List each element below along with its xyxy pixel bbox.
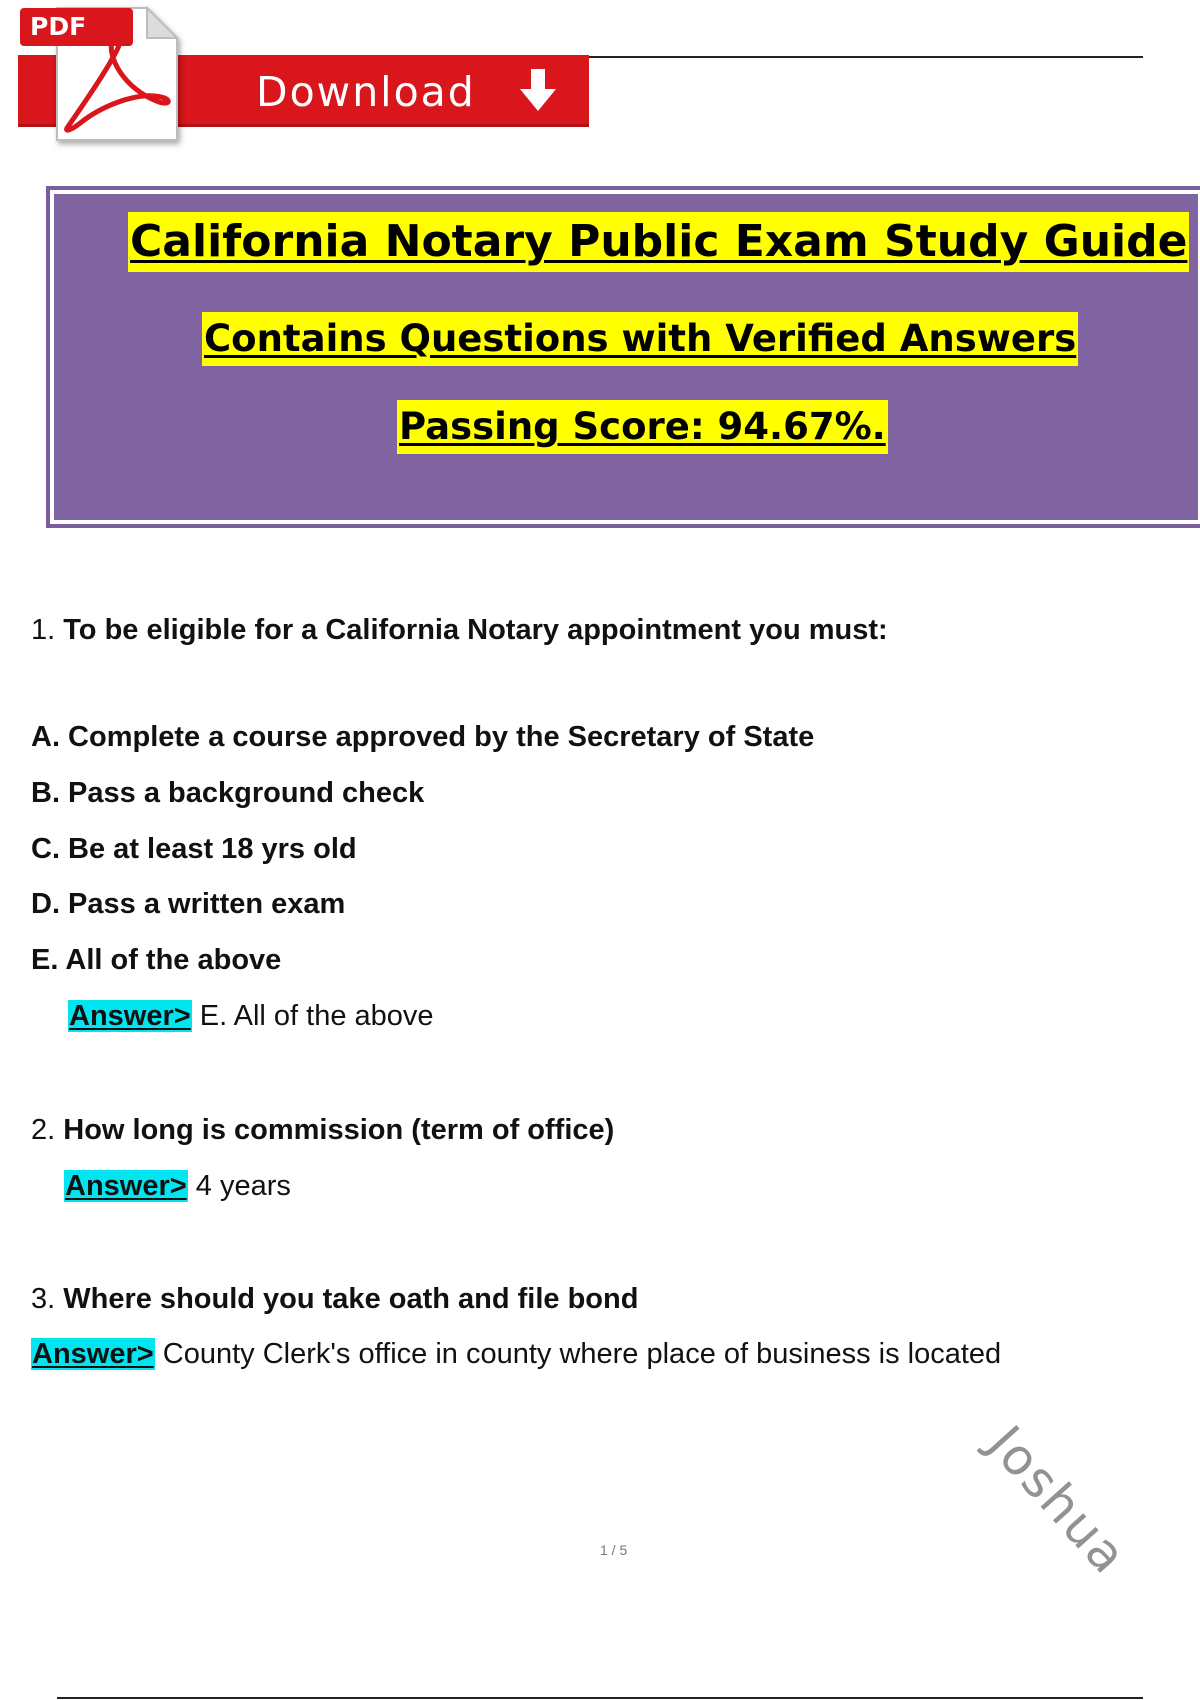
option-e: E. All of the above: [31, 944, 282, 976]
option-d: D. Pass a written exam: [31, 888, 346, 920]
answer-text: E. All of the above: [199, 1000, 434, 1032]
page-indicator: 1 / 5: [600, 1542, 628, 1558]
question-text: How long is commission (term of office): [63, 1114, 615, 1146]
option-a: A. Complete a course approved by the Secretary of State: [31, 721, 815, 753]
question-2: [31, 1114, 614, 1147]
question-number: 1.: [31, 614, 56, 646]
question-number: 3.: [31, 1283, 56, 1315]
question-number: 2.: [31, 1114, 56, 1146]
document-title: California Notary Public Exam Study Guide: [128, 212, 1189, 272]
answer-label: Answer>: [65, 1170, 187, 1202]
answer-text: County Clerk's office in county where place of business is located: [162, 1338, 1002, 1370]
option-c: C. Be at least 18 yrs old: [31, 833, 357, 865]
answer-label: Answer>: [69, 1000, 191, 1032]
question-1: [31, 614, 888, 647]
answer-label: Answer>: [32, 1338, 154, 1370]
passing-score: Passing Score: 94.67%.: [397, 400, 888, 454]
document-subtitle: Contains Questions with Verified Answers: [202, 312, 1078, 366]
answer-text: 4 years: [195, 1170, 291, 1202]
question-3: [31, 1283, 638, 1316]
question-text: Where should you take oath and file bond: [63, 1283, 639, 1315]
pdf-label: PDF: [20, 8, 133, 46]
question-text: To be eligible for a California Notary appointment you must:: [63, 614, 888, 646]
answer-1: [68, 1000, 434, 1033]
answer-2: [64, 1170, 291, 1203]
bottom-rule: [57, 1697, 1143, 1699]
answer-3: [31, 1338, 1001, 1371]
download-label: Download: [256, 68, 476, 116]
watermark: Joshua: [976, 1415, 1139, 1586]
download-arrow-icon: [514, 67, 562, 117]
top-rule: [585, 56, 1143, 58]
option-b: B. Pass a background check: [31, 777, 425, 809]
